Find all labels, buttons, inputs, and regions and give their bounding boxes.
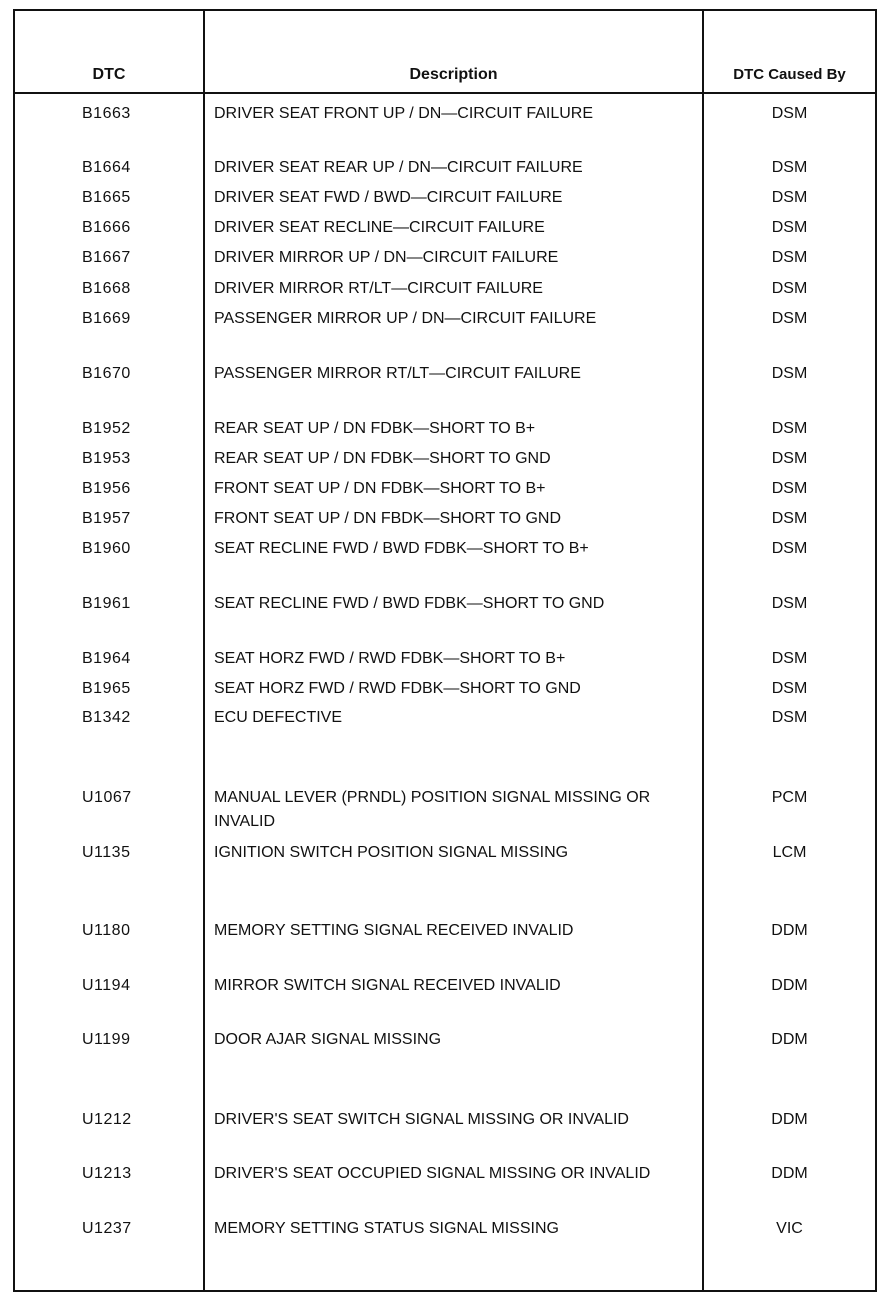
dtc-caused-by: DDM xyxy=(771,977,808,994)
dtc-code: U1067 xyxy=(82,789,132,806)
dtc-caused-by: DSM xyxy=(771,420,808,437)
dtc-description: DRIVER'S SEAT SWITCH SIGNAL MISSING OR INVALID xyxy=(214,1111,629,1128)
dtc-code: B1665 xyxy=(82,189,131,206)
dtc-caused-by: DSM xyxy=(771,480,808,497)
dtc-caused-by: DSM xyxy=(771,310,808,327)
dtc-description: MEMORY SETTING SIGNAL RECEIVED INVALID xyxy=(214,922,574,939)
dtc-description: DRIVER'S SEAT OCCUPIED SIGNAL MISSING OR INVALID xyxy=(214,1165,651,1182)
dtc-code: B1342 xyxy=(82,709,131,726)
dtc-code: U1180 xyxy=(82,922,131,939)
dtc-description: REAR SEAT UP / DN FDBK—SHORT TO GND xyxy=(214,450,551,467)
dtc-code: B1666 xyxy=(82,219,131,236)
dtc-description: DRIVER MIRROR UP / DN—CIRCUIT FAILURE xyxy=(214,249,559,266)
dtc-caused-by: DSM xyxy=(771,709,808,726)
header-divider xyxy=(13,92,877,94)
dtc-caused-by: DSM xyxy=(771,680,808,697)
dtc-code: B1668 xyxy=(82,280,131,297)
dtc-code: U1135 xyxy=(82,844,131,861)
dtc-code: B1663 xyxy=(82,105,131,122)
dtc-caused-by: VIC xyxy=(776,1220,803,1237)
dtc-description: MIRROR SWITCH SIGNAL RECEIVED INVALID xyxy=(214,977,561,994)
dtc-description: DRIVER SEAT FWD / BWD—CIRCUIT FAILURE xyxy=(214,189,563,206)
dtc-description: DRIVER MIRROR RT/LT—CIRCUIT FAILURE xyxy=(214,280,543,297)
column-divider-dtc xyxy=(203,9,205,1292)
dtc-caused-by: DSM xyxy=(771,595,808,612)
dtc-code: B1952 xyxy=(82,420,131,437)
dtc-description: DOOR AJAR SIGNAL MISSING xyxy=(214,1031,442,1048)
dtc-code: B1961 xyxy=(82,595,131,612)
dtc-code: B1964 xyxy=(82,650,131,667)
dtc-caused-by: DSM xyxy=(771,365,808,382)
dtc-description: DRIVER SEAT RECLINE—CIRCUIT FAILURE xyxy=(214,219,545,236)
dtc-code: U1237 xyxy=(82,1220,132,1237)
dtc-code: U1212 xyxy=(82,1111,132,1128)
dtc-description: MEMORY SETTING STATUS SIGNAL MISSING xyxy=(214,1220,559,1237)
dtc-code: B1953 xyxy=(82,450,131,467)
header-description: Description xyxy=(409,66,498,83)
header-caused-by: DTC Caused By xyxy=(733,66,846,83)
dtc-caused-by: DSM xyxy=(771,650,808,667)
dtc-description: SEAT RECLINE FWD / BWD FDBK—SHORT TO GND xyxy=(214,595,605,612)
dtc-description: DRIVER SEAT REAR UP / DN—CIRCUIT FAILURE xyxy=(214,159,583,176)
header-dtc: DTC xyxy=(92,66,126,83)
dtc-code: B1664 xyxy=(82,159,131,176)
dtc-caused-by: DSM xyxy=(771,219,808,236)
dtc-caused-by: DSM xyxy=(771,510,808,527)
dtc-description: SEAT HORZ FWD / RWD FDBK—SHORT TO B+ xyxy=(214,650,566,667)
dtc-caused-by: DSM xyxy=(771,189,808,206)
dtc-code: B1960 xyxy=(82,540,131,557)
dtc-code: U1213 xyxy=(82,1165,132,1182)
dtc-description: FRONT SEAT UP / DN FBDK—SHORT TO GND xyxy=(214,510,562,527)
dtc-caused-by: DSM xyxy=(771,105,808,122)
dtc-description: IGNITION SWITCH POSITION SIGNAL MISSING xyxy=(214,844,569,861)
dtc-caused-by: DDM xyxy=(771,1111,808,1128)
dtc-caused-by: LCM xyxy=(772,844,807,861)
dtc-description: REAR SEAT UP / DN FDBK—SHORT TO B+ xyxy=(214,420,536,437)
dtc-description: PASSENGER MIRROR RT/LT—CIRCUIT FAILURE xyxy=(214,365,581,382)
dtc-code: B1669 xyxy=(82,310,131,327)
dtc-code: U1199 xyxy=(82,1031,131,1048)
dtc-code: B1956 xyxy=(82,480,131,497)
dtc-description: DRIVER SEAT FRONT UP / DN—CIRCUIT FAILURE xyxy=(214,105,594,122)
dtc-description: SEAT HORZ FWD / RWD FDBK—SHORT TO GND xyxy=(214,680,581,697)
dtc-code: B1667 xyxy=(82,249,131,266)
dtc-code: B1957 xyxy=(82,510,131,527)
dtc-code: B1965 xyxy=(82,680,131,697)
dtc-caused-by: DSM xyxy=(771,450,808,467)
dtc-description: ECU DEFECTIVE xyxy=(214,709,343,726)
dtc-caused-by: DSM xyxy=(771,540,808,557)
dtc-caused-by: PCM xyxy=(771,789,808,806)
dtc-caused-by: DSM xyxy=(771,280,808,297)
dtc-description: PASSENGER MIRROR UP / DN—CIRCUIT FAILURE xyxy=(214,310,597,327)
dtc-description: FRONT SEAT UP / DN FDBK—SHORT TO B+ xyxy=(214,480,546,497)
dtc-code: U1194 xyxy=(82,977,131,994)
dtc-caused-by: DDM xyxy=(771,1031,808,1048)
dtc-caused-by: DDM xyxy=(771,1165,808,1182)
dtc-code: B1670 xyxy=(82,365,131,382)
dtc-description: MANUAL LEVER (PRNDL) POSITION SIGNAL MISSING OR INVALID xyxy=(214,789,651,830)
dtc-caused-by: DSM xyxy=(771,159,808,176)
dtc-caused-by: DSM xyxy=(771,249,808,266)
dtc-description: SEAT RECLINE FWD / BWD FDBK—SHORT TO B+ xyxy=(214,540,589,557)
dtc-caused-by: DDM xyxy=(771,922,808,939)
